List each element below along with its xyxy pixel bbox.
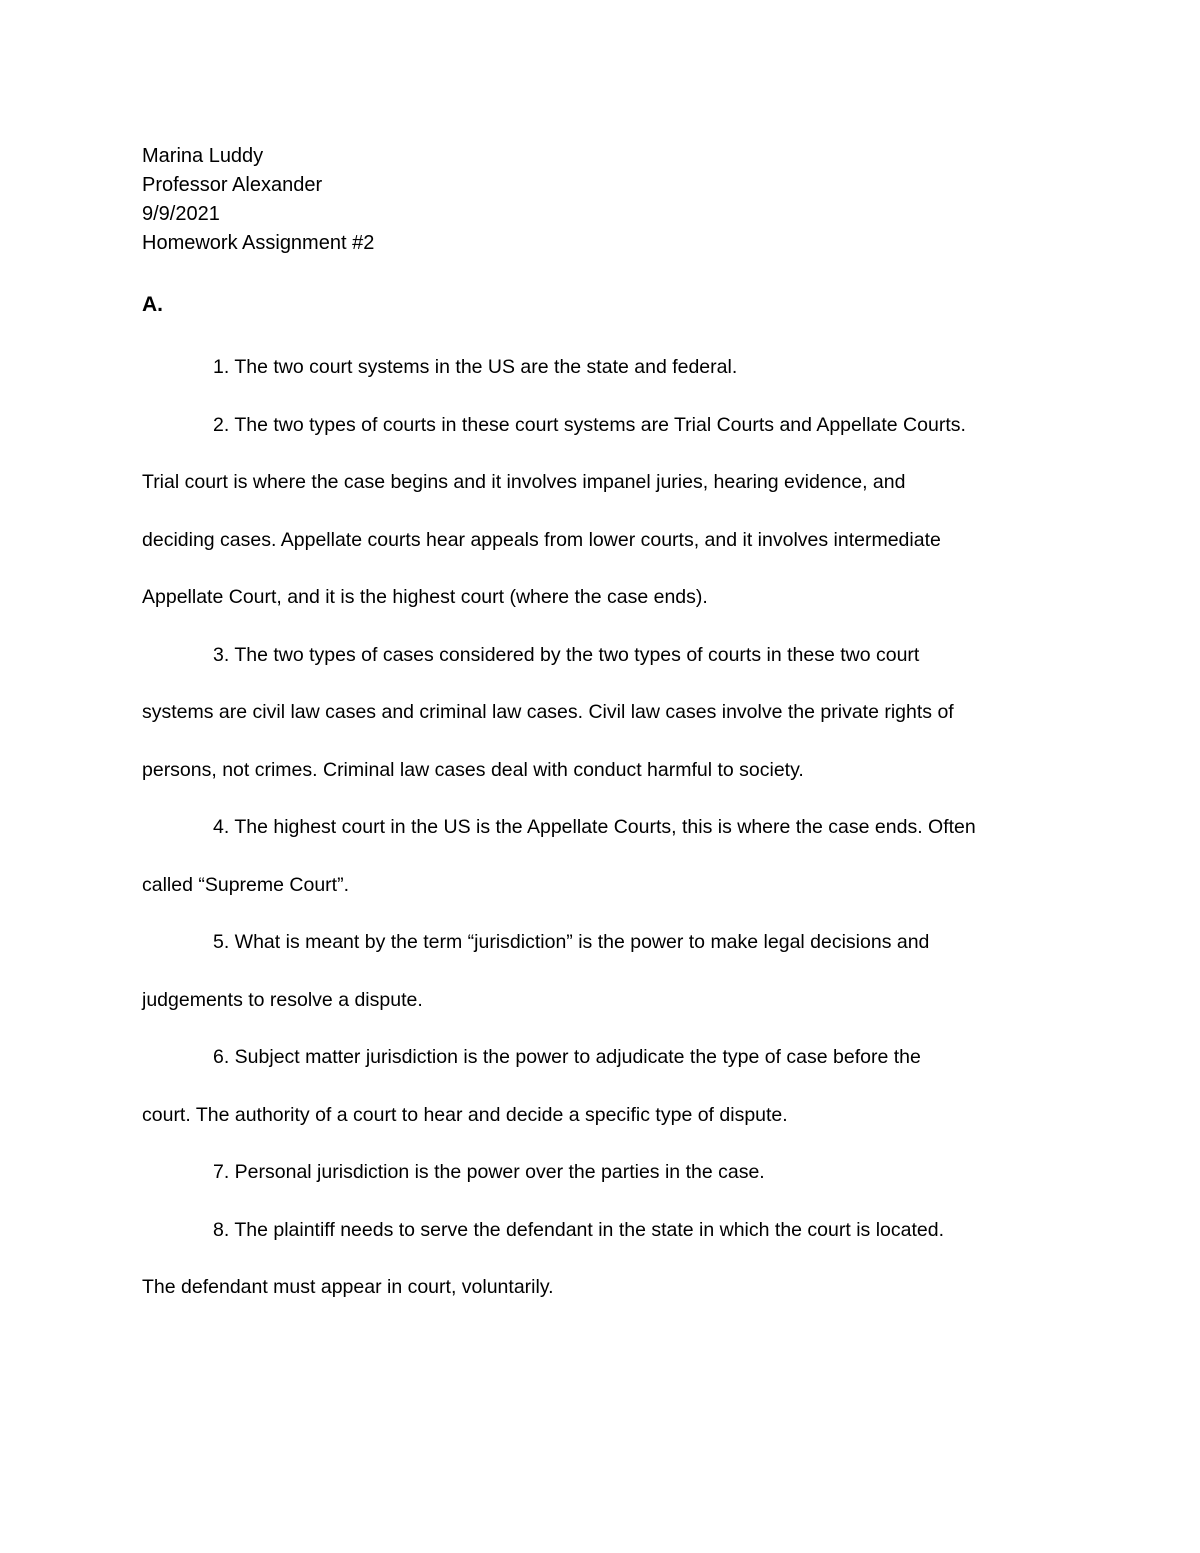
- answer-8-line: The defendant must appear in court, voluntarily.: [142, 1276, 554, 1298]
- document-date: 9/9/2021: [142, 203, 220, 225]
- answer-5-line: judgements to resolve a dispute.: [142, 989, 423, 1011]
- answer-8-line: 8. The plaintiff needs to serve the defendant in the state in which the court is located.: [213, 1219, 944, 1241]
- answer-6-line: court. The authority of a court to hear and decide a specific type of dispute.: [142, 1104, 788, 1126]
- answer-4-line: 4. The highest court in the US is the Appellate Courts, this is where the case ends. Often: [213, 816, 976, 838]
- author-name: Marina Luddy: [142, 145, 264, 167]
- answer-3-line: 3. The two types of cases considered by the two types of courts in these two court: [213, 644, 920, 666]
- assignment-title: Homework Assignment #2: [142, 232, 375, 254]
- answer-2-line: deciding cases. Appellate courts hear appeals from lower courts, and it involves intermediate: [142, 529, 941, 551]
- answer-1-line: 1. The two court systems in the US are the state and federal.: [213, 356, 738, 378]
- answer-2-line: 2. The two types of courts in these court systems are Trial Courts and Appellate Courts.: [213, 414, 966, 436]
- document-header: [142, 142, 1042, 258]
- answer-3-line: persons, not crimes. Criminal law cases deal with conduct harmful to society.: [142, 759, 804, 781]
- answer-7-line: 7. Personal jurisdiction is the power over the parties in the case.: [213, 1161, 765, 1183]
- answer-3-line: systems are civil law cases and criminal law cases. Civil law cases involve the private rights of: [142, 701, 954, 723]
- section-heading: A.: [142, 293, 163, 316]
- professor-name: Professor Alexander: [142, 174, 323, 196]
- answer-6-line: 6. Subject matter jurisdiction is the power to adjudicate the type of case before the: [213, 1046, 921, 1068]
- answer-2-line: Trial court is where the case begins and it involves impanel juries, hearing evidence, and: [142, 471, 906, 493]
- answer-5-line: 5. What is meant by the term “jurisdiction” is the power to make legal decisions and: [213, 931, 930, 953]
- answer-2-line: Appellate Court, and it is the highest court (where the case ends).: [142, 586, 708, 608]
- answer-4-line: called “Supreme Court”.: [142, 874, 349, 896]
